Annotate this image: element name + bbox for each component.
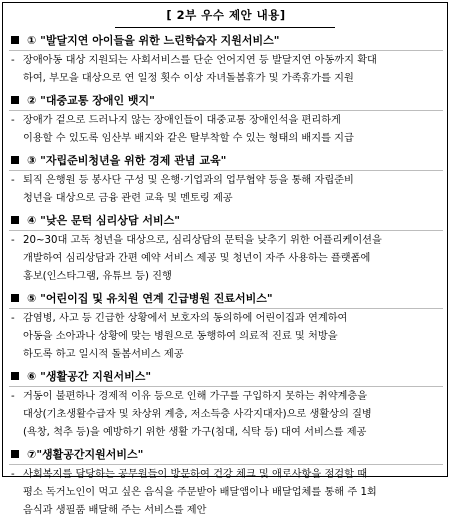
proposal-item: [9, 367, 443, 442]
proposal-item: [9, 289, 443, 364]
proposal-item: [9, 445, 443, 520]
proposal-heading: [9, 91, 443, 109]
heading-underline: [9, 230, 443, 231]
description-line: 개발하여 심리상담과 간편 예약 서비스 제공 및 청년이 자주 사용하는 플랫폼에: [23, 253, 371, 264]
heading-underline: [9, 110, 443, 111]
heading-underline: [9, 170, 443, 171]
dash-marker: -: [11, 235, 15, 246]
description-line: 평소 독거노인이 먹고 싶은 음식을 주문받아 배달앱이나 배달업체를 통해 주 1회: [23, 487, 377, 498]
description-line: 감염병, 사고 등 긴급한 상황에서 보호자의 동의하에 어린이집과 연계하여: [23, 313, 348, 324]
proposal-description: [9, 388, 443, 442]
proposal-heading: [9, 367, 443, 385]
square-bullet-icon: [11, 216, 19, 224]
description-line: 음식과 생필품 배달해 주는 서비스를 제안: [23, 505, 207, 516]
description-line: 장애가 겉으로 드러나지 않는 장애인들이 대중교통 장애인석을 편리하게: [23, 115, 341, 126]
dash-marker: -: [11, 469, 15, 480]
description-line: 퇴직 은행원 등 봉사단 구성 및 은행·기업과의 업무협약 등을 통해 자립준비: [23, 175, 354, 186]
heading-underline: [9, 464, 443, 465]
description-line: 장애아동 대상 지원되는 사회서비스를 단순 언어지연 등 발달지연 아동까지 확대: [23, 55, 377, 66]
proposal-heading: [9, 445, 443, 463]
proposal-title: ① "발달지연 아이들을 위한 느린학습자 지원서비스": [27, 34, 280, 47]
proposal-item: [9, 31, 443, 88]
description-line: 거동이 불편하나 경제적 이유 등으로 인해 가구를 구입하지 못하는 취약계층을: [23, 391, 368, 402]
heading-underline: [9, 386, 443, 387]
description-line: 대상(기초생활수급자 및 차상위 계층, 저소득층 사각지대자)으로 생활상의 질병: [23, 409, 372, 420]
proposal-heading: [9, 151, 443, 169]
proposal-heading: [9, 289, 443, 307]
proposal-description: [9, 310, 443, 364]
proposal-title: ⑥ "생활공간 지원서비스": [27, 370, 152, 383]
square-bullet-icon: [11, 96, 19, 104]
square-bullet-icon: [11, 450, 19, 458]
proposal-description: [9, 112, 443, 148]
proposal-description: [9, 466, 443, 520]
square-bullet-icon: [11, 156, 19, 164]
description-line: 20~30대 고독 청년을 대상으로, 심리상담의 문턱을 낮추기 위한 어플리케이션을: [23, 235, 382, 246]
page-title: [ 2부 우수 제안 내용]: [166, 8, 286, 22]
proposal-description: [9, 232, 443, 286]
square-bullet-icon: [11, 294, 19, 302]
proposal-list: [9, 31, 443, 523]
description-line: 하도록 하고 일시적 돌봄서비스 제공: [23, 349, 184, 360]
heading-underline: [9, 50, 443, 51]
proposal-item: [9, 91, 443, 148]
description-line: 청년을 대상으로 금융 관련 교육 및 멘토링 제공: [23, 193, 233, 204]
dash-marker: -: [11, 115, 15, 126]
proposal-heading: [9, 31, 443, 49]
description-line: 아동을 소아과나 상황에 맞는 병원으로 동행하여 의료적 진료 및 처방을: [23, 331, 338, 342]
proposal-description: [9, 172, 443, 208]
proposal-title: ⑤ "어린이집 및 유치원 연계 긴급병원 진료서비스": [27, 292, 273, 305]
description-line: 이용할 수 있도록 임산부 배지와 같은 탈부착할 수 있는 형태의 배지를 지급: [23, 133, 354, 144]
dash-marker: -: [11, 175, 15, 186]
title-divider: [115, 27, 335, 28]
heading-underline: [9, 308, 443, 309]
description-line: 홍보(인스타그램, 유튜브 등) 진행: [23, 271, 172, 282]
dash-marker: -: [11, 313, 15, 324]
description-line: (욕창, 척추 등)을 예방하기 위한 생활 가구(침대, 식탁 등) 대여 서비스를 제공: [23, 427, 367, 438]
proposal-item: [9, 211, 443, 286]
proposal-title: ⑦"생활공간지원서비스": [27, 448, 144, 461]
description-line: 하여, 부모을 대상으로 연 일정 횟수 이상 자녀돌봄휴가 및 가족휴가를 지원: [23, 73, 354, 84]
proposal-description: [9, 52, 443, 88]
proposal-heading: [9, 211, 443, 229]
proposal-title: ③ "자립준비청년을 위한 경제 관념 교육": [27, 154, 227, 167]
document-frame: [2, 2, 448, 516]
square-bullet-icon: [11, 372, 19, 380]
dash-marker: -: [11, 391, 15, 402]
description-line: 사회복지를 담당하는 공무원들이 방문하여 건강 체크 및 애로사항을 점검할 때: [23, 469, 368, 480]
square-bullet-icon: [11, 36, 19, 44]
proposal-title: ④ "낮은 문턱 심리상담 서비스": [27, 214, 180, 227]
proposal-item: [9, 151, 443, 208]
dash-marker: -: [11, 55, 15, 66]
proposal-title: ② "대중교통 장애인 뱃지": [27, 94, 155, 107]
